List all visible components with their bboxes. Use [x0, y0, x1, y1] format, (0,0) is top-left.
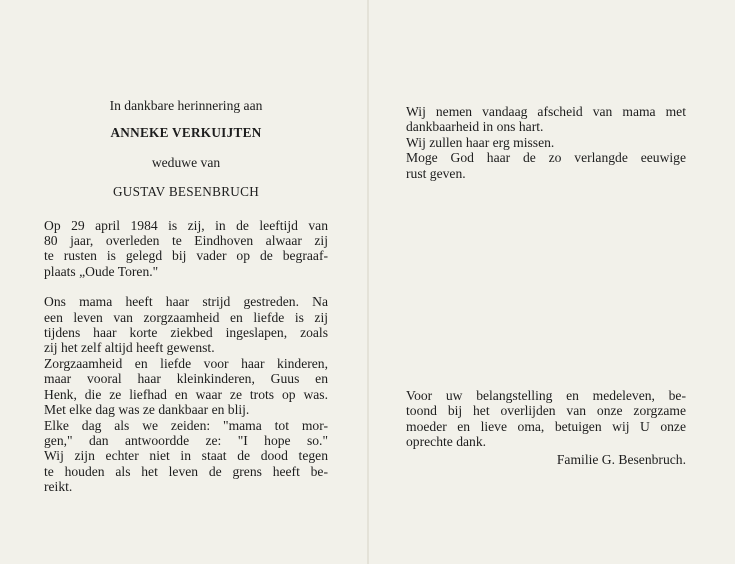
text-line: Moge God haar de zo verlangde eeuwige [406, 150, 686, 166]
text-line: Ons mama heeft haar strijd gestreden. Na [44, 294, 328, 310]
intro-line: In dankbare herinnering aan [109, 98, 263, 113]
text-line: Wij zullen haar erg missen. [406, 134, 555, 150]
text-line: Op 29 april 1984 is zij, in de leeftijd van [44, 217, 328, 233]
right-page-thanks [406, 388, 686, 467]
text-line: reikt. [44, 479, 73, 495]
left-page [44, 98, 328, 510]
deceased-name: ANNEKE VERKUIJTEN [110, 125, 262, 141]
text-line: gen," dan antwoordde ze: "I hope so." [44, 432, 328, 448]
text-line: te houden als het leven de grens heeft be- [44, 463, 328, 479]
spouse-name: GUSTAV BESENBRUCH [112, 184, 260, 200]
text-line: tijdens haar korte ziekbed ingeslapen, zoals [44, 325, 328, 341]
text-line: plaats „Oude Toren." [44, 263, 159, 279]
text-line: Zorgzaamheid en liefde voor haar kinderen, [44, 355, 328, 371]
death-notice-paragraph [44, 218, 328, 280]
text-line: dankbaarheid in ons hart. [406, 119, 544, 135]
right-page-farewell [406, 104, 686, 196]
text-line: een leven van zorgzaamheid en liefde is zij [44, 309, 328, 325]
text-line: Voor uw belangstelling en medeleven, be- [406, 388, 686, 403]
text-line: Elke dag als we zeiden: "mama tot mor- [44, 417, 328, 433]
text-line: moeder en lieve oma, betuigen wij U onze [406, 418, 686, 434]
family-signature: Familie G. Besenbruch. [556, 451, 686, 467]
text-line: oprechte dank. [406, 434, 487, 450]
remembrance-paragraph [44, 294, 328, 494]
text-line: Wij zijn echter niet in staat de dood tegen [44, 448, 328, 464]
widow-of-line: weduwe van [151, 154, 221, 170]
text-line: Met elke dag was ze dankbaar en blij. [44, 402, 250, 418]
text-line: 80 jaar, overleden te Eindhoven alwaar zij [44, 233, 328, 249]
card-fold [367, 0, 369, 564]
thanks-paragraph [406, 388, 686, 450]
farewell-paragraph [406, 104, 686, 181]
text-line: rust geven. [406, 165, 466, 181]
text-line: te rusten is gelegd bij vader op de begraaf- [44, 248, 328, 264]
text-line: toond bij het overlijden van onze zorgzame [406, 403, 686, 419]
text-line: Wij nemen vandaag afscheid van mama met [406, 104, 686, 119]
text-line: maar vooral haar kleinkinderen, Guus en [44, 371, 328, 387]
text-line: zij het zelf altijd heeft gewenst. [44, 340, 215, 356]
text-line: Henk, die ze liefhad en waar ze trots op was. [44, 386, 328, 402]
